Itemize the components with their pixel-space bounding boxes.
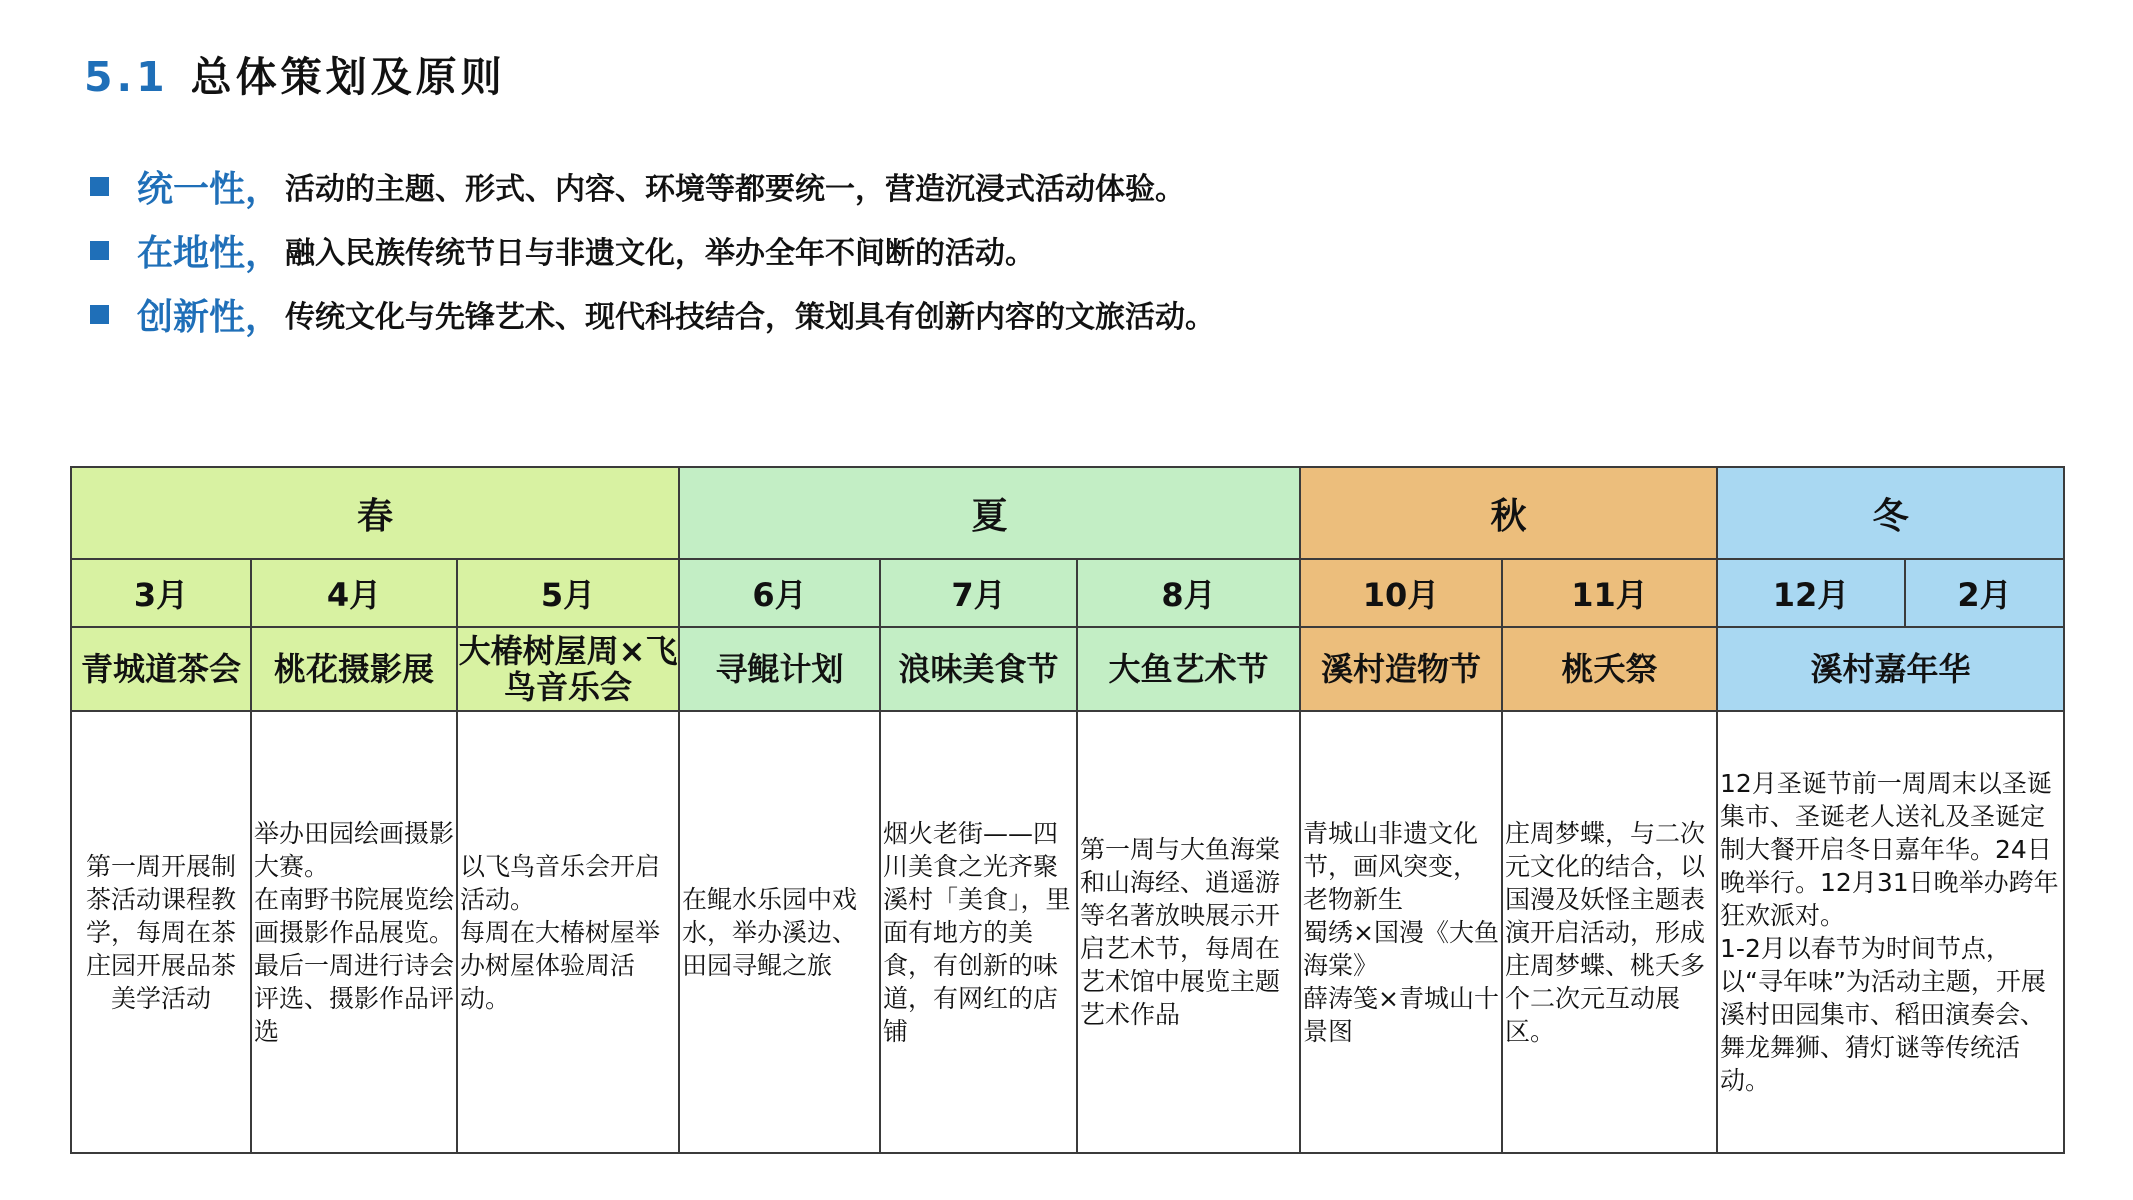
square-bullet-icon — [90, 305, 109, 324]
description-cell — [71, 711, 251, 1153]
description-cell — [1717, 711, 2064, 1153]
event-cell: 浪味美食节 — [880, 627, 1077, 711]
description-cell — [880, 711, 1077, 1153]
event-cell: 大椿树屋周×飞鸟音乐会 — [457, 627, 679, 711]
season-winter: 冬 — [1717, 467, 2064, 559]
description-cell — [1077, 711, 1300, 1153]
description-cell — [1502, 711, 1717, 1153]
event-cell: 寻鲲计划 — [679, 627, 880, 711]
description-cell — [679, 711, 880, 1153]
month-cell: 5月 — [457, 559, 679, 627]
event-cell: 桃夭祭 — [1502, 627, 1717, 711]
month-cell: 8月 — [1077, 559, 1300, 627]
principle-item — [90, 282, 1215, 346]
description-cell — [457, 711, 679, 1153]
principle-text: 融入民族传统节日与非遗文化，举办全年不间断的活动。 — [285, 236, 1036, 271]
month-cell: 4月 — [251, 559, 457, 627]
description-text: 第一周与大鱼海棠和山海经、逍遥游等名著放映展示开启艺术节，每周在艺术馆中展览主题艺术作品 — [1080, 835, 1281, 1029]
event-cell: 大鱼艺术节 — [1077, 627, 1300, 711]
square-bullet-icon — [90, 177, 109, 196]
description-text: 第一周开展制茶活动课程教学，每周在茶庄园开展品茶美学活动 — [85, 851, 236, 1013]
event-cell: 溪村造物节 — [1300, 627, 1502, 711]
month-cell: 6月 — [679, 559, 880, 627]
principle-keyword: 创新性， — [137, 296, 282, 338]
principle-item — [90, 154, 1215, 218]
section-number: 5.1 — [84, 53, 169, 101]
description-text: 烟火老街——四川美食之光齐聚溪村「美食」，里面有地方的美食，有创新的味道，有网红的店铺 — [883, 818, 1071, 1046]
description-text: 庄周梦蝶，与二次元文化的结合，以国漫及妖怪主题表演开启活动，形成庄周梦蝶、桃夭多个二次元互动展区。 — [1505, 818, 1706, 1046]
square-bullet-icon — [90, 241, 109, 260]
event-cell: 青城道茶会 — [71, 627, 251, 711]
principles-list — [90, 154, 1215, 346]
principle-keyword: 在地性， — [137, 232, 282, 274]
event-cell: 溪村嘉年华 — [1717, 627, 2064, 711]
annual-activity-table — [70, 466, 2065, 1154]
month-cell: 11月 — [1502, 559, 1717, 627]
principle-keyword: 统一性， — [137, 168, 282, 210]
month-cell: 10月 — [1300, 559, 1502, 627]
description-text: 青城山非遗文化节，画风突变，老物新生 蜀绣×国漫《大鱼海棠》 薛涛笺×青城山十景图 — [1303, 818, 1499, 1046]
principle-text: 传统文化与先锋艺术、现代科技结合，策划具有创新内容的文旅活动。 — [285, 300, 1216, 335]
event-row — [71, 627, 2064, 711]
month-row — [71, 559, 2064, 627]
principle-item — [90, 218, 1215, 282]
principle-text: 活动的主题、形式、内容、环境等都要统一，营造沉浸式活动体验。 — [285, 172, 1186, 207]
description-text: 12月圣诞节前一周周末以圣诞集市、圣诞老人送礼及圣诞定制大餐开启冬日嘉年华。24日晚举行。12月31日晚举办跨年狂欢派对。 1-2月以春节为时间节点，以“寻年味”为活动主题，开展溪村田园集市、稻田演奏会、舞龙舞狮、猜灯谜等传统活动。 — [1720, 769, 2059, 1095]
description-row — [71, 711, 2064, 1153]
description-cell — [1300, 711, 1502, 1153]
month-cell: 12月 — [1717, 559, 1905, 627]
section-title — [84, 44, 506, 103]
month-cell: 2月 — [1905, 559, 2064, 627]
section-heading: 总体策划及原则 — [190, 53, 506, 101]
event-cell: 桃花摄影展 — [251, 627, 457, 711]
description-cell — [251, 711, 457, 1153]
season-autumn: 秋 — [1300, 467, 1717, 559]
month-cell: 7月 — [880, 559, 1077, 627]
season-row — [71, 467, 2064, 559]
season-summer: 夏 — [679, 467, 1300, 559]
description-text: 举办田园绘画摄影大赛。 在南野书院展览绘画摄影作品展览。 最后一周进行诗会评选、摄影作品评选 — [254, 818, 455, 1046]
season-spring: 春 — [71, 467, 679, 559]
month-cell: 3月 — [71, 559, 251, 627]
description-text: 在鲲水乐园中戏水，举办溪边、田园寻鲲之旅 — [682, 884, 858, 980]
description-text: 以飞鸟音乐会开启活动。 每周在大椿树屋举办树屋体验周活动。 — [460, 851, 661, 1013]
